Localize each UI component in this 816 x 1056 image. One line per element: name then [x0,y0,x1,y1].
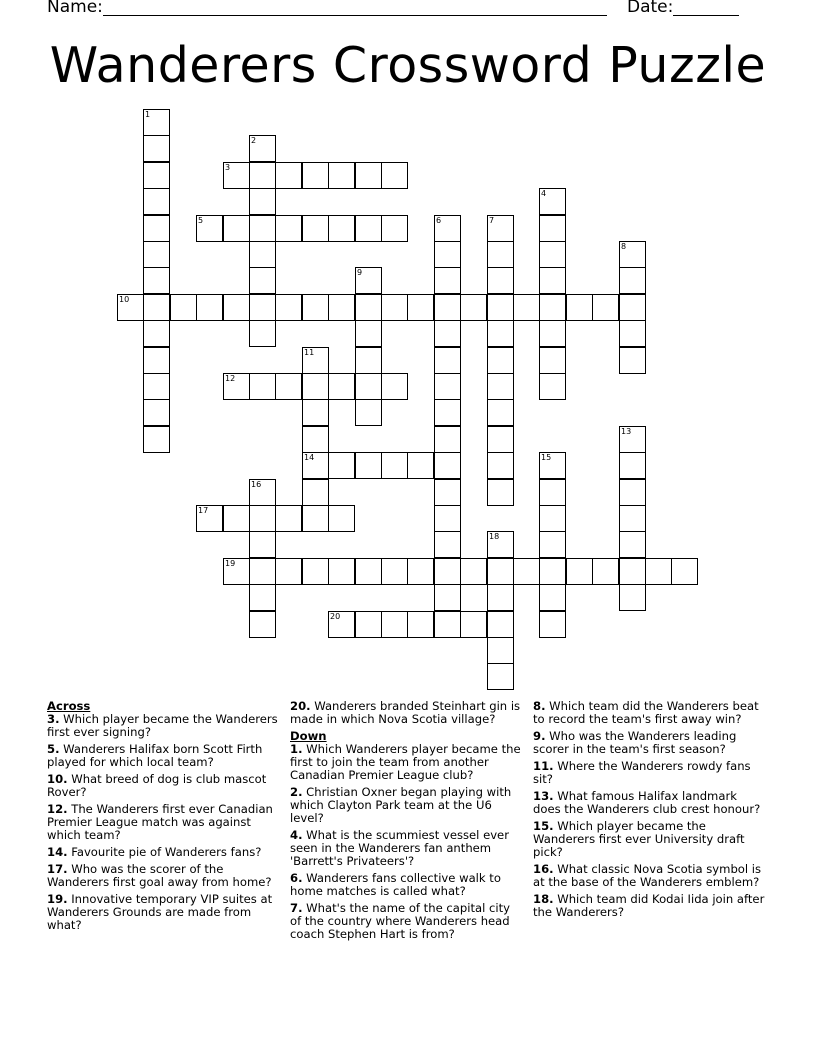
clue-item-number: 12. [47,802,68,816]
grid-cell[interactable] [434,347,461,374]
grid-cell[interactable] [249,531,276,558]
grid-cell[interactable] [619,267,646,294]
clue-item-number: 1. [290,742,303,756]
clue-item-text: Wanderers branded Steinhart gin is made in which Nova Scotia village? [290,699,521,726]
clue-number: 7 [489,216,495,225]
grid-cell[interactable] [328,373,355,400]
grid-cell[interactable] [302,479,329,506]
grid-cell[interactable] [487,663,514,690]
grid-cell[interactable] [434,611,461,638]
grid-cell[interactable] [170,294,197,321]
down-heading: Down [290,729,327,743]
grid-cell[interactable] [223,558,250,585]
grid-cell[interactable] [487,241,514,268]
clue-item-text: Which team did the Wanderers beat to record the team's first away win? [533,699,759,726]
grid-cell[interactable] [487,347,514,374]
grid-cell[interactable] [619,294,646,321]
clue-item-text: Who was the Wanderers leading scorer in the team's first season? [533,729,737,756]
grid-cell[interactable] [275,373,302,400]
grid-cell[interactable] [223,505,250,532]
clue-item [290,902,524,941]
grid-cell[interactable] [249,267,276,294]
grid-cell[interactable] [381,558,408,585]
clue-item [47,863,279,889]
grid-cell[interactable] [249,611,276,638]
clue-item-number: 7. [290,901,303,915]
grid-cell[interactable] [381,215,408,242]
clue-column-2 [290,700,524,945]
grid-cell[interactable] [539,215,566,242]
grid-cell[interactable] [407,452,434,479]
grid-cell[interactable] [434,267,461,294]
clue-number: 8 [621,242,627,251]
grid-cell[interactable] [619,452,646,479]
clue-item-number: 13. [533,789,554,803]
grid-cell[interactable] [196,505,223,532]
grid-cell[interactable] [539,452,566,479]
grid-cell[interactable] [381,162,408,189]
grid-cell[interactable] [275,162,302,189]
grid-cell[interactable] [381,452,408,479]
clue-number: 5 [198,216,204,225]
grid-cell[interactable] [513,558,540,585]
grid-cell[interactable] [434,558,461,585]
grid-cell[interactable] [302,162,329,189]
grid-cell[interactable] [302,558,329,585]
clue-item-number: 11. [533,759,554,773]
clue-item-text: Innovative temporary VIP suites at Wanderers Grounds are made from what? [47,892,273,932]
clue-item [533,700,765,726]
clue-item [47,713,279,739]
clue-column-3 [533,700,765,923]
clue-item-number: 19. [47,892,68,906]
clue-item [533,760,765,786]
clue-item [290,743,524,782]
grid-cell[interactable] [434,320,461,347]
grid-cell[interactable] [487,637,514,664]
clue-item-text: Christian Oxner began playing with which Clayton Park team at the U6 level? [290,785,512,825]
clue-item [290,872,524,898]
grid-cell[interactable] [487,426,514,453]
grid-cell[interactable] [539,267,566,294]
grid-cell[interactable] [249,241,276,268]
clue-number: 1 [145,110,151,119]
grid-cell[interactable] [460,294,487,321]
clue-item-number: 10. [47,772,68,786]
clue-item-text: Wanderers Halifax born Scott Firth played for which local team? [47,742,263,769]
grid-cell[interactable] [328,558,355,585]
grid-cell[interactable] [328,452,355,479]
grid-cell[interactable] [434,452,461,479]
clue-item-number: 14. [47,845,68,859]
grid-cell[interactable] [196,215,223,242]
clue-item-text: Wanderers fans collective walk to home matches is called what? [290,871,501,898]
grid-cell[interactable] [566,558,593,585]
grid-cell[interactable] [249,373,276,400]
grid-cell[interactable] [619,584,646,611]
clue-item-number: 18. [533,892,554,906]
grid-cell[interactable] [249,188,276,215]
grid-cell[interactable] [592,294,619,321]
clue-item-text: Which team did Kodai Iida join after the Wanderers? [533,892,765,919]
grid-cell[interactable] [302,505,329,532]
grid-cell[interactable] [434,294,461,321]
grid-cell[interactable] [487,531,514,558]
grid-cell[interactable] [645,558,672,585]
grid-cell[interactable] [302,215,329,242]
grid-cell[interactable] [355,294,382,321]
grid-cell[interactable] [143,188,170,215]
clue-item-number: 3. [47,712,60,726]
clue-item [533,820,765,859]
grid-cell[interactable] [539,294,566,321]
grid-cell[interactable] [143,215,170,242]
grid-cell[interactable] [671,558,698,585]
grid-cell[interactable] [381,611,408,638]
clue-item-number: 8. [533,699,546,713]
grid-cell[interactable] [355,162,382,189]
grid-cell[interactable] [117,294,144,321]
clue-item-text: What classic Nova Scotia symbol is at the base of the Wanderers emblem? [533,862,762,889]
grid-cell[interactable] [539,584,566,611]
clue-item-number: 20. [290,699,311,713]
grid-cell[interactable] [143,135,170,162]
grid-cell[interactable] [302,347,329,374]
clue-number: 17 [198,506,209,515]
grid-cell[interactable] [249,162,276,189]
grid-cell[interactable] [487,479,514,506]
clue-item-number: 5. [47,742,60,756]
grid-cell[interactable] [143,320,170,347]
clue-number: 14 [304,453,315,462]
clue-number: 12 [225,374,236,383]
grid-cell[interactable] [249,505,276,532]
grid-cell[interactable] [223,162,250,189]
grid-cell[interactable] [355,215,382,242]
clue-number: 2 [251,136,257,145]
clue-number: 20 [330,612,341,621]
clue-item-number: 2. [290,785,303,799]
grid-cell[interactable] [460,611,487,638]
clue-number: 4 [541,189,547,198]
grid-cell[interactable] [407,558,434,585]
grid-cell[interactable] [223,294,250,321]
grid-cell[interactable] [275,215,302,242]
grid-cell[interactable] [619,347,646,374]
grid-cell[interactable] [143,399,170,426]
grid-cell[interactable] [355,373,382,400]
grid-cell[interactable] [328,215,355,242]
clue-item-text: Where the Wanderers rowdy fans sit? [533,759,751,786]
grid-cell[interactable] [249,558,276,585]
name-label: Name: [47,0,103,17]
grid-cell[interactable] [539,320,566,347]
grid-cell[interactable] [434,505,461,532]
grid-cell[interactable] [249,584,276,611]
clue-item [47,803,279,842]
page-title: Wanderers Crossword Puzzle [49,37,767,94]
grid-cell[interactable] [539,505,566,532]
grid-cell[interactable] [434,399,461,426]
grid-cell[interactable] [143,241,170,268]
clue-item-number: 9. [533,729,546,743]
grid-cell[interactable] [143,294,170,321]
grid-cell[interactable] [196,294,223,321]
clue-item [533,790,765,816]
grid-cell[interactable] [434,373,461,400]
grid-cell[interactable] [487,584,514,611]
clue-number: 15 [541,453,552,462]
grid-cell[interactable] [487,267,514,294]
clue-item-text: Which player became the Wanderers first ever signing? [47,712,278,739]
grid-cell[interactable] [487,215,514,242]
grid-cell[interactable] [328,162,355,189]
grid-cell[interactable] [249,320,276,347]
grid-cell[interactable] [566,294,593,321]
clue-item-text: Favourite pie of Wanderers fans? [71,845,262,859]
grid-cell[interactable] [355,452,382,479]
grid-cell[interactable] [539,241,566,268]
grid-cell[interactable] [619,505,646,532]
grid-cell[interactable] [539,373,566,400]
grid-cell[interactable] [143,373,170,400]
grid-cell[interactable] [592,558,619,585]
grid-cell[interactable] [355,611,382,638]
grid-cell[interactable] [539,479,566,506]
grid-cell[interactable] [434,426,461,453]
clue-item [290,700,524,726]
grid-cell[interactable] [143,426,170,453]
clue-number: 3 [225,163,231,172]
grid-cell[interactable] [302,426,329,453]
grid-cell[interactable] [302,373,329,400]
across-heading: Across [47,699,91,713]
grid-cell[interactable] [407,294,434,321]
grid-cell[interactable] [434,479,461,506]
clue-number: 13 [621,427,632,436]
grid-cell[interactable] [275,294,302,321]
grid-cell[interactable] [513,294,540,321]
grid-cell[interactable] [249,135,276,162]
grid-cell[interactable] [539,611,566,638]
clue-column-1 [47,700,279,936]
grid-cell[interactable] [143,162,170,189]
grid-cell[interactable] [249,294,276,321]
grid-cell[interactable] [355,558,382,585]
clue-number: 10 [119,295,130,304]
clue-item-text: What breed of dog is club mascot Rover? [47,772,267,799]
grid-cell[interactable] [355,320,382,347]
grid-cell[interactable] [619,531,646,558]
clue-item-number: 6. [290,871,303,885]
clue-item-text: Who was the scorer of the Wanderers first goal away from home? [47,862,272,889]
grid-cell[interactable] [487,320,514,347]
clue-number: 19 [225,559,236,568]
grid-cell[interactable] [249,215,276,242]
grid-cell[interactable] [328,611,355,638]
clue-item-number: 16. [533,862,554,876]
date-label: Date: [627,0,674,17]
grid-cell[interactable] [487,294,514,321]
grid-cell[interactable] [434,215,461,242]
grid-cell[interactable] [434,241,461,268]
grid-cell[interactable] [302,399,329,426]
grid-cell[interactable] [487,558,514,585]
grid-cell[interactable] [275,505,302,532]
clue-item [47,743,279,769]
clue-item [290,829,524,868]
grid-cell[interactable] [355,399,382,426]
grid-cell[interactable] [619,479,646,506]
grid-cell[interactable] [487,452,514,479]
grid-cell[interactable] [434,531,461,558]
clue-item-text: Which player became the Wanderers first ever University draft pick? [533,819,745,859]
clue-item-text: Which Wanderers player became the first to join the team from another Canadian Premier League club? [290,742,521,782]
grid-cell[interactable] [143,267,170,294]
grid-cell[interactable] [223,373,250,400]
clue-item-text: What famous Halifax landmark does the Wanderers club crest honour? [533,789,761,816]
grid-cell[interactable] [302,452,329,479]
grid-cell[interactable] [619,241,646,268]
grid-cell[interactable] [487,611,514,638]
grid-cell[interactable] [487,373,514,400]
grid-cell[interactable] [407,611,434,638]
grid-cell[interactable] [381,294,408,321]
grid-cell[interactable] [619,426,646,453]
grid-cell[interactable] [355,267,382,294]
clue-item-number: 15. [533,819,554,833]
grid-cell[interactable] [249,479,276,506]
clue-item-number: 17. [47,862,68,876]
grid-cell[interactable] [355,347,382,374]
grid-cell[interactable] [487,399,514,426]
grid-cell[interactable] [619,558,646,585]
grid-cell[interactable] [460,558,487,585]
grid-cell[interactable] [539,188,566,215]
grid-cell[interactable] [381,373,408,400]
grid-cell[interactable] [302,294,329,321]
grid-cell[interactable] [223,215,250,242]
clue-item-text: What's the name of the capital city of the country where Wanderers head coach Stephen Hart is from? [290,901,511,941]
clue-item-number: 4. [290,828,303,842]
grid-cell[interactable] [619,320,646,347]
grid-cell[interactable] [143,347,170,374]
clue-number: 9 [357,268,363,277]
clue-number: 11 [304,348,315,357]
clue-item-text: What is the scummiest vessel ever seen in the Wanderers fan anthem 'Barrett's Privateers'? [290,828,509,868]
grid-cell[interactable] [328,505,355,532]
clue-item [47,773,279,799]
clue-item [47,893,279,932]
clue-item [47,846,279,859]
grid-cell[interactable] [328,294,355,321]
grid-cell[interactable] [539,531,566,558]
clue-item [533,893,765,919]
clue-item [533,863,765,889]
grid-cell[interactable] [539,558,566,585]
clue-number: 18 [489,532,500,541]
grid-cell[interactable] [539,347,566,374]
clue-item-text: The Wanderers first ever Canadian Premier League match was against which team? [47,802,273,842]
grid-cell[interactable] [434,584,461,611]
clue-item [533,730,765,756]
clue-number: 6 [436,216,442,225]
clue-item [290,786,524,825]
clue-number: 16 [251,480,262,489]
grid-cell[interactable] [143,109,170,136]
grid-cell[interactable] [275,558,302,585]
